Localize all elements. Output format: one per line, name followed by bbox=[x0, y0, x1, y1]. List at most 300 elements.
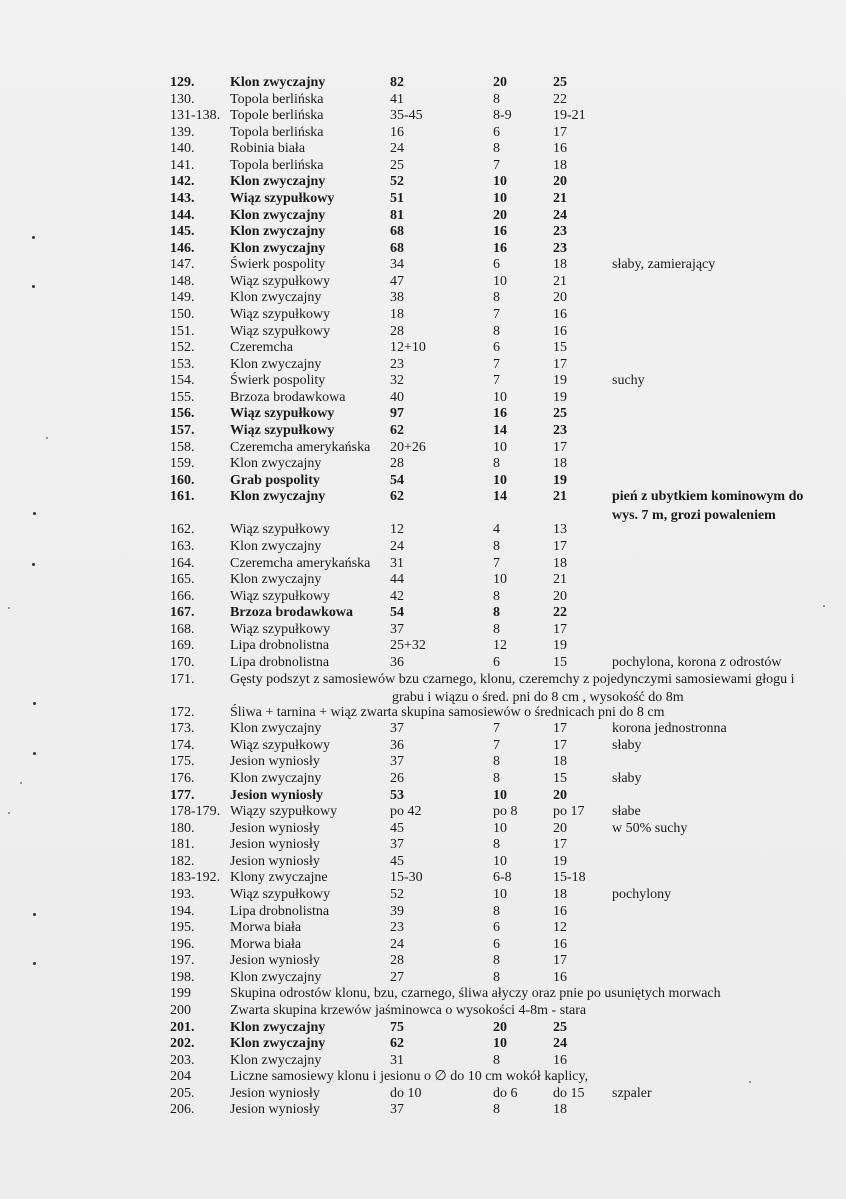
table-row bbox=[0, 771, 846, 787]
scan-speck bbox=[33, 752, 36, 755]
row-number: 173. bbox=[170, 721, 195, 737]
species-name: Brzoza brodawkowa bbox=[230, 389, 346, 405]
table-row bbox=[0, 241, 846, 257]
trunk-circumference: 38 bbox=[390, 290, 404, 306]
row-number: 145. bbox=[170, 224, 195, 240]
species-name: Czeremcha bbox=[230, 340, 293, 356]
species-name: Klon zwyczajny bbox=[230, 969, 322, 985]
scan-speck bbox=[33, 702, 36, 705]
trunk-circumference: 62 bbox=[390, 1036, 404, 1052]
row-number: 178-179. bbox=[170, 804, 221, 820]
trunk-circumference: 28 bbox=[390, 323, 404, 339]
table-row bbox=[0, 738, 846, 754]
crown-diameter: 10 bbox=[493, 853, 507, 869]
crown-diameter: 8 bbox=[493, 141, 500, 157]
row-number: 203. bbox=[170, 1052, 195, 1068]
trunk-circumference: 51 bbox=[390, 191, 404, 206]
table-row bbox=[0, 589, 846, 605]
crown-diameter: 10 bbox=[493, 174, 507, 190]
table-row bbox=[0, 1020, 846, 1036]
species-name: Klon zwyczajny bbox=[230, 174, 326, 190]
trunk-circumference: 27 bbox=[390, 969, 404, 985]
table-row bbox=[0, 539, 846, 555]
species-name: Czeremcha amerykańska bbox=[230, 555, 371, 571]
table-row bbox=[0, 141, 846, 157]
tree-height: 21 bbox=[553, 191, 567, 206]
row-number: 163. bbox=[170, 539, 195, 554]
crown-diameter: 8-9 bbox=[493, 108, 512, 124]
tree-height: 25 bbox=[553, 406, 567, 422]
table-row bbox=[0, 705, 846, 721]
species-name: Jesion wyniosły bbox=[230, 953, 320, 969]
species-name: Klon zwyczajny bbox=[230, 356, 322, 372]
species-name: Wiąz szypułkowy bbox=[230, 621, 331, 637]
crown-diameter: 8 bbox=[493, 837, 500, 853]
table-row bbox=[0, 224, 846, 240]
row-number: 146. bbox=[170, 240, 195, 256]
row-description: Śliwa + tarnina + wiąz zwarta skupina samosiewów o średnicach pni do 8 cm bbox=[230, 704, 665, 720]
row-number: 170. bbox=[170, 655, 195, 670]
table-row bbox=[0, 920, 846, 936]
row-number: 153. bbox=[170, 356, 195, 372]
tree-height: 20 bbox=[553, 174, 567, 190]
species-name: Jesion wyniosły bbox=[230, 820, 320, 836]
tree-height: 12 bbox=[553, 920, 567, 936]
row-number: 180. bbox=[170, 820, 195, 836]
tree-height: 18 bbox=[553, 754, 567, 770]
crown-diameter: 8 bbox=[493, 539, 500, 554]
table-row bbox=[0, 108, 846, 124]
trunk-circumference: 62 bbox=[390, 423, 404, 438]
species-name: Wiąz szypułkowy bbox=[230, 588, 331, 604]
species-name: Wiąz szypułkowy bbox=[230, 737, 331, 753]
trunk-circumference: 23 bbox=[390, 920, 404, 936]
table-row bbox=[0, 75, 846, 91]
row-number: 140. bbox=[170, 141, 195, 157]
table-row bbox=[0, 1003, 846, 1019]
crown-diameter: 8 bbox=[493, 91, 500, 107]
row-number: 181. bbox=[170, 837, 195, 853]
species-name: Wiąz szypułkowy bbox=[230, 423, 335, 438]
table-row bbox=[0, 373, 846, 389]
table-row bbox=[0, 904, 846, 920]
tree-height: 20 bbox=[553, 588, 567, 604]
tree-height: 25 bbox=[553, 75, 567, 90]
tree-height: 16 bbox=[553, 141, 567, 157]
row-number: 148. bbox=[170, 273, 195, 289]
table-row bbox=[0, 340, 846, 356]
row-number: 175. bbox=[170, 754, 195, 770]
scan-speck bbox=[8, 812, 10, 814]
row-number: 204 bbox=[170, 1069, 191, 1085]
row-number: 129. bbox=[170, 75, 195, 90]
table-row bbox=[0, 605, 846, 621]
table-row bbox=[0, 357, 846, 373]
table-row bbox=[0, 788, 846, 804]
tree-height: 21 bbox=[553, 273, 567, 289]
trunk-circumference: do 10 bbox=[390, 1085, 422, 1101]
tree-height: 17 bbox=[553, 621, 567, 637]
row-number: 169. bbox=[170, 638, 195, 654]
row-number: 149. bbox=[170, 290, 195, 306]
trunk-circumference: 68 bbox=[390, 224, 404, 240]
species-name: Wiąz szypułkowy bbox=[230, 273, 331, 289]
species-name: Topola berlińska bbox=[230, 157, 324, 173]
crown-diameter: 7 bbox=[493, 307, 500, 322]
crown-diameter: 8 bbox=[493, 621, 500, 637]
row-number: 206. bbox=[170, 1102, 195, 1118]
tree-height: 18 bbox=[553, 157, 567, 173]
table-row bbox=[0, 970, 846, 986]
tree-height: 16 bbox=[553, 323, 567, 339]
crown-diameter: 6 bbox=[493, 340, 500, 356]
tree-height: 22 bbox=[553, 605, 567, 621]
crown-diameter: 8 bbox=[493, 1102, 500, 1118]
species-name: Klon zwyczajny bbox=[230, 75, 326, 90]
tree-height: 17 bbox=[553, 837, 567, 853]
crown-diameter: 10 bbox=[493, 787, 507, 803]
table-row bbox=[0, 274, 846, 290]
table-row bbox=[0, 440, 846, 456]
tree-height: 23 bbox=[553, 240, 567, 256]
row-number: 155. bbox=[170, 389, 195, 405]
desc-171-continuation: grabu i wiązu o śred. pni do 8 cm , wysokość do 8m bbox=[392, 690, 684, 705]
species-name: Morwa biała bbox=[230, 936, 302, 952]
tree-height: 17 bbox=[553, 721, 567, 737]
table-row bbox=[0, 937, 846, 953]
table-row bbox=[0, 423, 846, 439]
table-row bbox=[0, 754, 846, 770]
row-number: 162. bbox=[170, 522, 195, 538]
species-name: Klon zwyczajny bbox=[230, 489, 326, 505]
crown-diameter: 10 bbox=[493, 439, 507, 455]
row-number: 166. bbox=[170, 588, 195, 604]
table-row bbox=[0, 522, 846, 538]
crown-diameter: 8 bbox=[493, 456, 500, 472]
scan-speck bbox=[20, 782, 22, 784]
row-number: 156. bbox=[170, 406, 195, 422]
tree-height: 17 bbox=[553, 439, 567, 455]
row-number: 147. bbox=[170, 257, 195, 273]
species-name: Lipa drobnolistna bbox=[230, 638, 330, 654]
crown-diameter: 10 bbox=[493, 886, 507, 902]
table-row bbox=[0, 672, 846, 688]
tree-height: 20 bbox=[553, 787, 567, 803]
remarks: słaby, zamierający bbox=[612, 257, 716, 273]
tree-height: 16 bbox=[553, 1052, 567, 1068]
tree-height: 16 bbox=[553, 903, 567, 919]
tree-height: 18 bbox=[553, 257, 567, 273]
row-number: 177. bbox=[170, 787, 195, 803]
trunk-circumference: 16 bbox=[390, 124, 404, 140]
crown-diameter: do 6 bbox=[493, 1085, 518, 1101]
row-number: 157. bbox=[170, 423, 195, 438]
tree-height: 24 bbox=[553, 1036, 567, 1052]
table-row bbox=[0, 622, 846, 638]
crown-diameter: 10 bbox=[493, 273, 507, 289]
remarks: słaby bbox=[612, 770, 642, 786]
table-row bbox=[0, 986, 846, 1002]
trunk-circumference: 24 bbox=[390, 539, 404, 554]
tree-height: 16 bbox=[553, 307, 567, 322]
crown-diameter: 8 bbox=[493, 770, 500, 786]
species-name: Wiąz szypułkowy bbox=[230, 406, 335, 422]
species-name: Klony zwyczajne bbox=[230, 870, 328, 886]
crown-diameter: 6 bbox=[493, 124, 500, 140]
trunk-circumference: 39 bbox=[390, 903, 404, 919]
row-number: 172. bbox=[170, 704, 195, 720]
species-name: Wiązy szypułkowy bbox=[230, 804, 338, 820]
species-name: Jesion wyniosły bbox=[230, 1085, 320, 1101]
trunk-circumference: 41 bbox=[390, 91, 404, 107]
trunk-circumference: 36 bbox=[390, 655, 404, 670]
trunk-circumference: 81 bbox=[390, 207, 404, 223]
trunk-circumference: 23 bbox=[390, 356, 404, 372]
trunk-circumference: 12+10 bbox=[390, 340, 426, 356]
species-name: Klon zwyczajny bbox=[230, 572, 322, 588]
row-number: 168. bbox=[170, 621, 195, 637]
table-row bbox=[0, 406, 846, 422]
table-row bbox=[0, 837, 846, 853]
species-name: Brzoza brodawkowa bbox=[230, 605, 354, 621]
tree-height: 16 bbox=[553, 969, 567, 985]
trunk-circumference: 18 bbox=[390, 307, 404, 322]
row-number: 165. bbox=[170, 572, 195, 588]
trunk-circumference: 31 bbox=[390, 1052, 404, 1068]
remarks: korona jednostronna bbox=[612, 721, 727, 737]
table-row bbox=[0, 638, 846, 654]
species-name: Klon zwyczajny bbox=[230, 1019, 326, 1035]
species-name: Klon zwyczajny bbox=[230, 224, 326, 240]
table-row bbox=[0, 390, 846, 406]
tree-height: po 17 bbox=[553, 804, 585, 820]
tree-height: 23 bbox=[553, 423, 567, 438]
row-number: 130. bbox=[170, 91, 195, 107]
species-name: Wiąz szypułkowy bbox=[230, 307, 331, 322]
species-name: Klon zwyczajny bbox=[230, 290, 322, 306]
table-row bbox=[0, 1102, 846, 1118]
crown-diameter: 20 bbox=[493, 1019, 507, 1035]
row-number: 141. bbox=[170, 157, 195, 173]
scan-speck bbox=[749, 1081, 751, 1083]
table-row bbox=[0, 1036, 846, 1052]
crown-diameter: 14 bbox=[493, 489, 507, 505]
trunk-circumference: 12 bbox=[390, 522, 404, 538]
row-number: 144. bbox=[170, 207, 195, 223]
species-name: Klon zwyczajny bbox=[230, 721, 322, 737]
tree-height: 18 bbox=[553, 1102, 567, 1118]
crown-diameter: 8 bbox=[493, 754, 500, 770]
trunk-circumference: 40 bbox=[390, 389, 404, 405]
table-row bbox=[0, 191, 846, 207]
row-number: 131-138. bbox=[170, 108, 221, 124]
trunk-circumference: 47 bbox=[390, 273, 404, 289]
scan-speck bbox=[32, 563, 35, 566]
crown-diameter: 10 bbox=[493, 191, 507, 206]
crown-diameter: 12 bbox=[493, 638, 507, 654]
crown-diameter: 10 bbox=[493, 572, 507, 588]
row-number: 161. bbox=[170, 489, 195, 505]
crown-diameter: 8 bbox=[493, 605, 500, 621]
row-number: 194. bbox=[170, 903, 195, 919]
trunk-circumference: po 42 bbox=[390, 804, 422, 820]
species-name: Wiąz szypułkowy bbox=[230, 323, 331, 339]
row-number: 200 bbox=[170, 1002, 191, 1018]
species-name: Topola berlińska bbox=[230, 91, 324, 107]
species-name: Jesion wyniosły bbox=[230, 1102, 320, 1118]
crown-diameter: 14 bbox=[493, 423, 507, 438]
row-description: Skupina odrostów klonu, bzu, czarnego, śliwa ałyczy oraz pnie po usuniętych morwach bbox=[230, 986, 721, 1002]
trunk-circumference: 24 bbox=[390, 141, 404, 157]
row-number: 176. bbox=[170, 770, 195, 786]
row-number: 139. bbox=[170, 124, 195, 140]
trunk-circumference: 34 bbox=[390, 257, 404, 273]
trunk-circumference: 32 bbox=[390, 373, 404, 389]
trunk-circumference: 20+26 bbox=[390, 439, 426, 455]
crown-diameter: 10 bbox=[493, 389, 507, 405]
crown-diameter: 20 bbox=[493, 75, 507, 90]
species-name: Świerk pospolity bbox=[230, 373, 326, 389]
table-row bbox=[0, 92, 846, 108]
trunk-circumference: 75 bbox=[390, 1019, 404, 1035]
trunk-circumference: 68 bbox=[390, 240, 404, 256]
table-row bbox=[0, 655, 846, 671]
species-name: Morwa biała bbox=[230, 920, 302, 936]
row-number: 197. bbox=[170, 953, 195, 969]
table-row bbox=[0, 721, 846, 737]
tree-height: 18 bbox=[553, 886, 567, 902]
trunk-circumference: 82 bbox=[390, 75, 404, 90]
tree-height: 15 bbox=[553, 655, 567, 670]
table-row bbox=[0, 1086, 846, 1102]
tree-height: 17 bbox=[553, 539, 567, 554]
row-number: 201. bbox=[170, 1019, 195, 1035]
species-name: Świerk pospolity bbox=[230, 257, 326, 273]
tree-height: 19 bbox=[553, 373, 567, 389]
remarks: pień z ubytkiem kominowym do bbox=[612, 489, 804, 505]
row-number: 183-192. bbox=[170, 870, 221, 886]
crown-diameter: 6 bbox=[493, 920, 500, 936]
species-name: Topole berlińska bbox=[230, 108, 324, 124]
table-row bbox=[0, 208, 846, 224]
crown-diameter: 4 bbox=[493, 522, 500, 538]
species-name: Klon zwyczajny bbox=[230, 456, 322, 472]
species-name: Czeremcha amerykańska bbox=[230, 439, 371, 455]
crown-diameter: 7 bbox=[493, 157, 500, 173]
species-name: Jesion wyniosły bbox=[230, 787, 323, 803]
trunk-circumference: 37 bbox=[390, 621, 404, 637]
row-number: 205. bbox=[170, 1085, 195, 1101]
row-number: 150. bbox=[170, 307, 195, 322]
species-name: Topola berlińska bbox=[230, 124, 324, 140]
trunk-circumference: 28 bbox=[390, 953, 404, 969]
trunk-circumference: 25 bbox=[390, 157, 404, 173]
species-name: Klon zwyczajny bbox=[230, 240, 326, 256]
crown-diameter: 6-8 bbox=[493, 870, 512, 886]
scan-speck bbox=[32, 285, 35, 288]
row-number: 152. bbox=[170, 340, 195, 356]
crown-diameter: 16 bbox=[493, 406, 507, 422]
species-name: Wiąz szypułkowy bbox=[230, 522, 331, 538]
crown-diameter: 8 bbox=[493, 588, 500, 604]
table-row bbox=[0, 556, 846, 572]
row-number: 154. bbox=[170, 373, 195, 389]
tree-height: 15 bbox=[553, 770, 567, 786]
row-number: 171. bbox=[170, 671, 195, 687]
scan-speck bbox=[823, 605, 825, 607]
tree-height: 23 bbox=[553, 224, 567, 240]
species-name: Robinia biała bbox=[230, 141, 306, 157]
trunk-circumference: 53 bbox=[390, 787, 404, 803]
tree-height: 15 bbox=[553, 340, 567, 356]
scan-speck bbox=[33, 962, 36, 965]
species-name: Wiąz szypułkowy bbox=[230, 886, 331, 902]
species-name: Klon zwyczajny bbox=[230, 1052, 322, 1068]
crown-diameter: 8 bbox=[493, 903, 500, 919]
species-name: Klon zwyczajny bbox=[230, 1036, 326, 1052]
tree-height: do 15 bbox=[553, 1085, 585, 1101]
row-number: 182. bbox=[170, 853, 195, 869]
scan-speck bbox=[32, 236, 35, 239]
crown-diameter: 10 bbox=[493, 1036, 507, 1052]
tree-height: 20 bbox=[553, 820, 567, 836]
trunk-circumference: 24 bbox=[390, 936, 404, 952]
tree-height: 19-21 bbox=[553, 108, 586, 124]
row-number: 196. bbox=[170, 936, 195, 952]
tree-height: 19 bbox=[553, 472, 567, 488]
table-row bbox=[0, 804, 846, 820]
tree-height: 16 bbox=[553, 936, 567, 952]
row-description: Gęsty podszyt z samosiewów bzu czarnego, klonu, czeremchy z pojedynczymi samosiewami głogu i bbox=[230, 671, 795, 687]
tree-height: 21 bbox=[553, 489, 567, 505]
crown-diameter: 8 bbox=[493, 290, 500, 306]
tree-height: 19 bbox=[553, 853, 567, 869]
trunk-circumference: 44 bbox=[390, 572, 404, 588]
crown-diameter: 8 bbox=[493, 953, 500, 969]
crown-diameter: 6 bbox=[493, 936, 500, 952]
row-number: 160. bbox=[170, 472, 195, 488]
species-name: Klon zwyczajny bbox=[230, 539, 322, 554]
trunk-circumference: 37 bbox=[390, 754, 404, 770]
table-row bbox=[0, 489, 846, 505]
table-row bbox=[0, 174, 846, 190]
row-description: Liczne samosiewy klonu i jesionu o ∅ do 10 cm wokół kaplicy, bbox=[230, 1069, 589, 1085]
tree-height: 19 bbox=[553, 389, 567, 405]
trunk-circumference: 26 bbox=[390, 770, 404, 786]
row-number: 199 bbox=[170, 986, 191, 1002]
trunk-circumference: 42 bbox=[390, 588, 404, 604]
tree-height: 19 bbox=[553, 638, 567, 654]
crown-diameter: 7 bbox=[493, 356, 500, 372]
trunk-circumference: 45 bbox=[390, 853, 404, 869]
table-row bbox=[0, 473, 846, 489]
tree-height: 20 bbox=[553, 290, 567, 306]
crown-diameter: 6 bbox=[493, 257, 500, 273]
remarks: słaby bbox=[612, 737, 642, 753]
row-number: 164. bbox=[170, 555, 195, 571]
remarks: w 50% suchy bbox=[612, 820, 688, 836]
table-row bbox=[0, 324, 846, 340]
scan-speck bbox=[33, 512, 36, 515]
species-name: Lipa drobnolistna bbox=[230, 655, 330, 670]
table-row bbox=[0, 290, 846, 306]
table-row bbox=[0, 456, 846, 472]
tree-height: 13 bbox=[553, 522, 567, 538]
species-name: Klon zwyczajny bbox=[230, 770, 322, 786]
table-row bbox=[0, 870, 846, 886]
row-number: 151. bbox=[170, 323, 195, 339]
trunk-circumference: 52 bbox=[390, 174, 404, 190]
